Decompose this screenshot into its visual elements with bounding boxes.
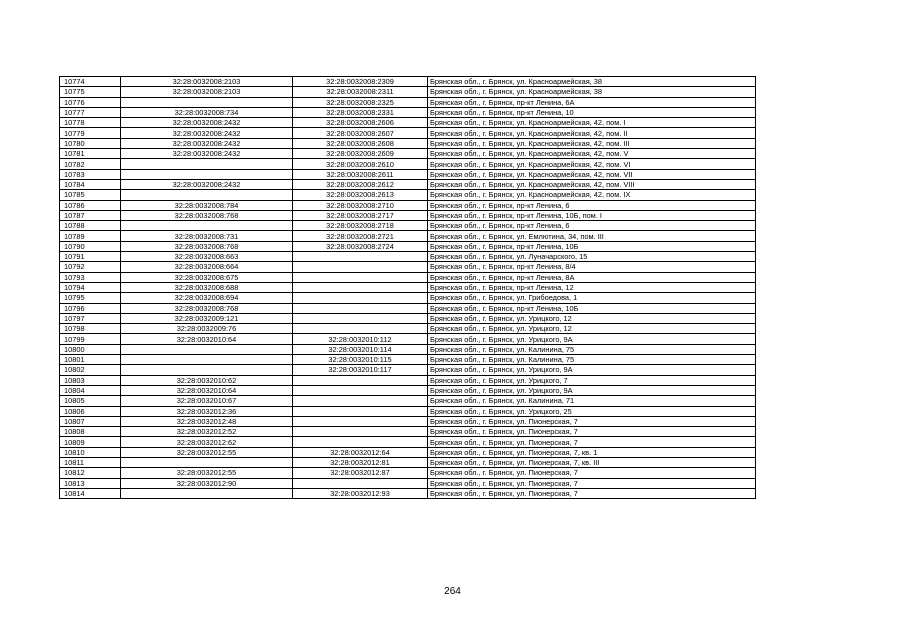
cadastral-table-body	[60, 77, 756, 499]
address-cell: Брянская обл., г. Брянск, ул. Пионерская, 7	[428, 437, 756, 447]
address-cell: Брянская обл., г. Брянск, ул. Красноармейская, 42, пом. II	[428, 128, 756, 138]
cadastral-number-cell	[293, 282, 428, 292]
cadastral-number-cell: 32:28:0032008:2610	[293, 159, 428, 169]
table-row	[60, 334, 756, 344]
table-row	[60, 457, 756, 467]
row-number-cell: 10814	[60, 488, 121, 498]
table-row	[60, 221, 756, 231]
parent-cadastral-number-cell	[121, 159, 293, 169]
cadastral-number-cell: 32:28:0032008:2325	[293, 97, 428, 107]
address-cell: Брянская обл., г. Брянск, ул. Красноармейская, 38	[428, 87, 756, 97]
cadastral-number-cell: 32:28:0032008:2718	[293, 221, 428, 231]
parent-cadastral-number-cell	[121, 488, 293, 498]
cadastral-number-cell	[293, 262, 428, 272]
address-cell: Брянская обл., г. Брянск, ул. Урицкого, 9А	[428, 365, 756, 375]
row-number-cell: 10810	[60, 447, 121, 457]
address-cell: Брянская обл., г. Брянск, пр-кт Ленина, 10Б, пом. I	[428, 210, 756, 220]
table-row	[60, 118, 756, 128]
row-number-cell: 10790	[60, 241, 121, 251]
address-cell: Брянская обл., г. Брянск, пр-кт Ленина, 6	[428, 221, 756, 231]
address-cell: Брянская обл., г. Брянск, пр-кт Ленина, 10	[428, 107, 756, 117]
address-cell: Брянская обл., г. Брянск, пр-кт Ленина, 8А	[428, 272, 756, 282]
address-cell: Брянская обл., г. Брянск, ул. Красноармейская, 42, пом. V	[428, 149, 756, 159]
address-cell: Брянская обл., г. Брянск, ул. Калинина, 75	[428, 344, 756, 354]
parent-cadastral-number-cell: 32:28:0032012:52	[121, 427, 293, 437]
table-row	[60, 282, 756, 292]
parent-cadastral-number-cell: 32:28:0032008:768	[121, 241, 293, 251]
row-number-cell: 10789	[60, 231, 121, 241]
cadastral-number-cell: 32:28:0032008:2721	[293, 231, 428, 241]
address-cell: Брянская обл., г. Брянск, ул. Пионерская, 7, кв. III	[428, 457, 756, 467]
cadastral-number-cell	[293, 406, 428, 416]
table-row	[60, 437, 756, 447]
table-row	[60, 97, 756, 107]
cadastral-number-cell: 32:28:0032012:81	[293, 457, 428, 467]
table-row	[60, 107, 756, 117]
row-number-cell: 10786	[60, 200, 121, 210]
row-number-cell: 10802	[60, 365, 121, 375]
parent-cadastral-number-cell: 32:28:0032008:2432	[121, 179, 293, 189]
address-cell: Брянская обл., г. Брянск, пр-кт Ленина, 6	[428, 200, 756, 210]
cadastral-number-cell: 32:28:0032008:2717	[293, 210, 428, 220]
address-cell: Брянская обл., г. Брянск, ул. Урицкого, 12	[428, 324, 756, 334]
row-number-cell: 10801	[60, 355, 121, 365]
cadastral-number-cell: 32:28:0032008:2724	[293, 241, 428, 251]
table-row	[60, 324, 756, 334]
parent-cadastral-number-cell: 32:28:0032008:2103	[121, 77, 293, 87]
row-number-cell: 10807	[60, 416, 121, 426]
row-number-cell: 10776	[60, 97, 121, 107]
cadastral-number-cell	[293, 313, 428, 323]
row-number-cell: 10781	[60, 149, 121, 159]
cadastral-number-cell: 32:28:0032008:2609	[293, 149, 428, 159]
parent-cadastral-number-cell	[121, 365, 293, 375]
table-row	[60, 190, 756, 200]
cadastral-number-cell	[293, 385, 428, 395]
table-row	[60, 293, 756, 303]
parent-cadastral-number-cell: 32:28:0032008:734	[121, 107, 293, 117]
address-cell: Брянская обл., г. Брянск, ул. Красноармейская, 42, пом. VII	[428, 169, 756, 179]
table-row	[60, 149, 756, 159]
address-cell: Брянская обл., г. Брянск, пр-кт Ленина, 10Б	[428, 303, 756, 313]
table-row	[60, 138, 756, 148]
row-number-cell: 10783	[60, 169, 121, 179]
address-cell: Брянская обл., г. Брянск, ул. Пионерская, 7	[428, 416, 756, 426]
cadastral-number-cell	[293, 427, 428, 437]
table-row	[60, 478, 756, 488]
parent-cadastral-number-cell	[121, 169, 293, 179]
address-cell: Брянская обл., г. Брянск, ул. Калинина, 75	[428, 355, 756, 365]
cadastral-number-cell	[293, 324, 428, 334]
parent-cadastral-number-cell: 32:28:0032012:36	[121, 406, 293, 416]
row-number-cell: 10794	[60, 282, 121, 292]
row-number-cell: 10798	[60, 324, 121, 334]
row-number-cell: 10778	[60, 118, 121, 128]
parent-cadastral-number-cell: 32:28:0032012:62	[121, 437, 293, 447]
table-row	[60, 396, 756, 406]
table-row	[60, 427, 756, 437]
cadastral-number-cell: 32:28:0032008:2331	[293, 107, 428, 117]
address-cell: Брянская обл., г. Брянск, пр-кт Ленина, 10Б	[428, 241, 756, 251]
parent-cadastral-number-cell: 32:28:0032008:2432	[121, 128, 293, 138]
cadastral-number-cell: 32:28:0032010:114	[293, 344, 428, 354]
cadastral-table	[59, 76, 756, 499]
table-row	[60, 375, 756, 385]
table-row	[60, 406, 756, 416]
row-number-cell: 10793	[60, 272, 121, 282]
table-row	[60, 210, 756, 220]
row-number-cell: 10811	[60, 457, 121, 467]
address-cell: Брянская обл., г. Брянск, ул. Красноармейская, 42, пом. VI	[428, 159, 756, 169]
row-number-cell: 10795	[60, 293, 121, 303]
row-number-cell: 10803	[60, 375, 121, 385]
row-number-cell: 10780	[60, 138, 121, 148]
parent-cadastral-number-cell	[121, 97, 293, 107]
address-cell: Брянская обл., г. Брянск, ул. Емлютина, 34, пом. III	[428, 231, 756, 241]
address-cell: Брянская обл., г. Брянск, ул. Красноармейская, 42, пом. VIII	[428, 179, 756, 189]
cadastral-number-cell: 32:28:0032010:115	[293, 355, 428, 365]
parent-cadastral-number-cell: 32:28:0032010:62	[121, 375, 293, 385]
parent-cadastral-number-cell: 32:28:0032008:664	[121, 262, 293, 272]
address-cell: Брянская обл., г. Брянск, ул. Красноармейская, 42, пом. IX	[428, 190, 756, 200]
parent-cadastral-number-cell: 32:28:0032008:663	[121, 252, 293, 262]
table-row	[60, 385, 756, 395]
table-row	[60, 231, 756, 241]
cadastral-number-cell: 32:28:0032010:112	[293, 334, 428, 344]
row-number-cell: 10791	[60, 252, 121, 262]
cadastral-number-cell: 32:28:0032008:2607	[293, 128, 428, 138]
address-cell: Брянская обл., г. Брянск, ул. Урицкого, 7	[428, 375, 756, 385]
parent-cadastral-number-cell: 32:28:0032008:2432	[121, 149, 293, 159]
parent-cadastral-number-cell: 32:28:0032009:121	[121, 313, 293, 323]
row-number-cell: 10797	[60, 313, 121, 323]
table-row	[60, 313, 756, 323]
row-number-cell: 10808	[60, 427, 121, 437]
page-number: 264	[444, 586, 461, 597]
address-cell: Брянская обл., г. Брянск, ул. Калинина, 71	[428, 396, 756, 406]
parent-cadastral-number-cell: 32:28:0032012:48	[121, 416, 293, 426]
row-number-cell: 10792	[60, 262, 121, 272]
address-cell: Брянская обл., г. Брянск, ул. Красноармейская, 38	[428, 77, 756, 87]
row-number-cell: 10799	[60, 334, 121, 344]
cadastral-number-cell	[293, 396, 428, 406]
row-number-cell: 10782	[60, 159, 121, 169]
table-row	[60, 447, 756, 457]
cadastral-number-cell	[293, 293, 428, 303]
cadastral-number-cell	[293, 272, 428, 282]
parent-cadastral-number-cell: 32:28:0032008:768	[121, 303, 293, 313]
table-row	[60, 169, 756, 179]
parent-cadastral-number-cell: 32:28:0032008:2103	[121, 87, 293, 97]
address-cell: Брянская обл., г. Брянск, ул. Красноармейская, 42, пом. III	[428, 138, 756, 148]
table-row	[60, 468, 756, 478]
row-number-cell: 10784	[60, 179, 121, 189]
parent-cadastral-number-cell	[121, 457, 293, 467]
table-row	[60, 365, 756, 375]
address-cell: Брянская обл., г. Брянск, ул. Красноармейская, 42, пом. I	[428, 118, 756, 128]
table-row	[60, 179, 756, 189]
cadastral-number-cell: 32:28:0032012:93	[293, 488, 428, 498]
address-cell: Брянская обл., г. Брянск, пр-кт Ленина, 6А	[428, 97, 756, 107]
cadastral-number-cell: 32:28:0032008:2613	[293, 190, 428, 200]
parent-cadastral-number-cell: 32:28:0032008:675	[121, 272, 293, 282]
cadastral-number-cell	[293, 303, 428, 313]
row-number-cell: 10788	[60, 221, 121, 231]
row-number-cell: 10779	[60, 128, 121, 138]
parent-cadastral-number-cell	[121, 190, 293, 200]
parent-cadastral-number-cell	[121, 355, 293, 365]
cadastral-number-cell	[293, 375, 428, 385]
address-cell: Брянская обл., г. Брянск, ул. Пионерская, 7	[428, 427, 756, 437]
parent-cadastral-number-cell: 32:28:0032008:694	[121, 293, 293, 303]
table-row	[60, 159, 756, 169]
row-number-cell: 10806	[60, 406, 121, 416]
parent-cadastral-number-cell: 32:28:0032010:67	[121, 396, 293, 406]
row-number-cell: 10800	[60, 344, 121, 354]
table-row	[60, 488, 756, 498]
table-row	[60, 87, 756, 97]
row-number-cell: 10805	[60, 396, 121, 406]
row-number-cell: 10796	[60, 303, 121, 313]
address-cell: Брянская обл., г. Брянск, ул. Урицкого, 12	[428, 313, 756, 323]
parent-cadastral-number-cell: 32:28:0032008:768	[121, 210, 293, 220]
parent-cadastral-number-cell: 32:28:0032008:731	[121, 231, 293, 241]
parent-cadastral-number-cell: 32:28:0032008:784	[121, 200, 293, 210]
table-row	[60, 252, 756, 262]
table-row	[60, 344, 756, 354]
table-row	[60, 272, 756, 282]
parent-cadastral-number-cell: 32:28:0032008:2432	[121, 138, 293, 148]
table-row	[60, 241, 756, 251]
cadastral-number-cell: 32:28:0032012:87	[293, 468, 428, 478]
address-cell: Брянская обл., г. Брянск, пр-кт Ленина, 8/4	[428, 262, 756, 272]
parent-cadastral-number-cell	[121, 344, 293, 354]
row-number-cell: 10812	[60, 468, 121, 478]
cadastral-number-cell	[293, 437, 428, 447]
cadastral-number-cell: 32:28:0032008:2311	[293, 87, 428, 97]
parent-cadastral-number-cell	[121, 221, 293, 231]
cadastral-number-cell: 32:28:0032008:2608	[293, 138, 428, 148]
cadastral-number-cell: 32:28:0032008:2612	[293, 179, 428, 189]
address-cell: Брянская обл., г. Брянск, ул. Грибоедова, 1	[428, 293, 756, 303]
table-row	[60, 128, 756, 138]
cadastral-number-cell	[293, 478, 428, 488]
table-row	[60, 200, 756, 210]
address-cell: Брянская обл., г. Брянск, пр-кт Ленина, 12	[428, 282, 756, 292]
cadastral-number-cell: 32:28:0032008:2611	[293, 169, 428, 179]
table-row	[60, 303, 756, 313]
address-cell: Брянская обл., г. Брянск, ул. Пионерская, 7	[428, 468, 756, 478]
table-row	[60, 262, 756, 272]
cadastral-number-cell: 32:28:0032012:64	[293, 447, 428, 457]
row-number-cell: 10813	[60, 478, 121, 488]
parent-cadastral-number-cell: 32:28:0032012:55	[121, 447, 293, 457]
address-cell: Брянская обл., г. Брянск, ул. Пионерская, 7, кв. 1	[428, 447, 756, 457]
parent-cadastral-number-cell: 32:28:0032010:64	[121, 334, 293, 344]
address-cell: Брянская обл., г. Брянск, ул. Пионерская, 7	[428, 478, 756, 488]
cadastral-number-cell	[293, 252, 428, 262]
address-cell: Брянская обл., г. Брянск, ул. Пионерская, 7	[428, 488, 756, 498]
parent-cadastral-number-cell: 32:28:0032009:76	[121, 324, 293, 334]
row-number-cell: 10787	[60, 210, 121, 220]
row-number-cell: 10774	[60, 77, 121, 87]
parent-cadastral-number-cell: 32:28:0032010:64	[121, 385, 293, 395]
row-number-cell: 10785	[60, 190, 121, 200]
cadastral-number-cell: 32:28:0032008:2710	[293, 200, 428, 210]
address-cell: Брянская обл., г. Брянск, ул. Урицкого, 9А	[428, 385, 756, 395]
cadastral-number-cell: 32:28:0032010:117	[293, 365, 428, 375]
parent-cadastral-number-cell: 32:28:0032012:90	[121, 478, 293, 488]
table-row	[60, 416, 756, 426]
address-cell: Брянская обл., г. Брянск, ул. Луначарского, 15	[428, 252, 756, 262]
cadastral-number-cell: 32:28:0032008:2606	[293, 118, 428, 128]
table-row	[60, 355, 756, 365]
row-number-cell: 10809	[60, 437, 121, 447]
parent-cadastral-number-cell: 32:28:0032008:2432	[121, 118, 293, 128]
row-number-cell: 10777	[60, 107, 121, 117]
cadastral-number-cell: 32:28:0032008:2309	[293, 77, 428, 87]
row-number-cell: 10775	[60, 87, 121, 97]
table-row	[60, 77, 756, 87]
cadastral-number-cell	[293, 416, 428, 426]
parent-cadastral-number-cell: 32:28:0032008:688	[121, 282, 293, 292]
row-number-cell: 10804	[60, 385, 121, 395]
address-cell: Брянская обл., г. Брянск, ул. Урицкого, 25	[428, 406, 756, 416]
parent-cadastral-number-cell: 32:28:0032012:55	[121, 468, 293, 478]
address-cell: Брянская обл., г. Брянск, ул. Урицкого, 9А	[428, 334, 756, 344]
